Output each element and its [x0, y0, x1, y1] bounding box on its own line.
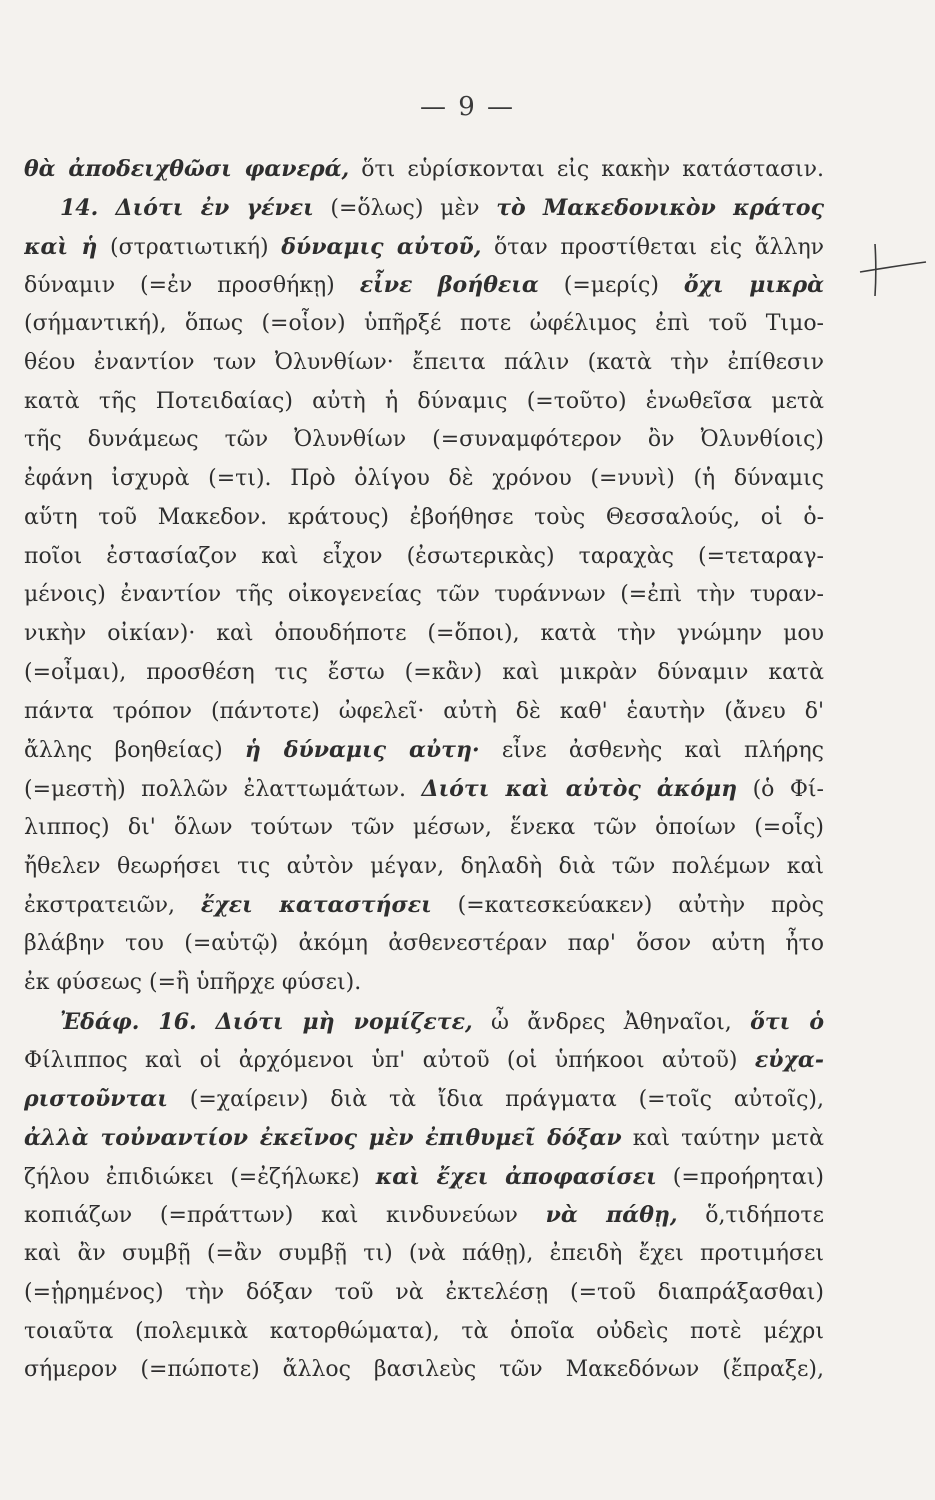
text-line: [24, 576, 824, 615]
emphasized-text: νὰ πάθῃ,: [545, 1202, 678, 1229]
line-text: (=ᾑρημένος) τὴν δόξαν τοῦ νὰ ἐκτελέσῃ (=τοῦ διαπράξασθαι): [24, 1279, 824, 1305]
emphasized-text: ὅτι ὁ: [750, 1008, 824, 1035]
text-line: [24, 731, 824, 770]
text-line: [24, 1041, 824, 1080]
line-text: σήμερον (=πώποτε) ἄλλος βασιλεὺς τῶν Μακεδόνων (ἔπραξε),: [24, 1357, 824, 1383]
text-line: [24, 460, 824, 499]
text-line: [24, 1119, 824, 1158]
line-text: (=προήρηται): [656, 1164, 824, 1190]
line-text: δύναμιν (=ἐν προσθήκῃ): [24, 273, 360, 299]
emphasized-text: Διότι καὶ αὐτὸς ἀκόμη: [421, 776, 738, 802]
line-text: ὅταν προστίθεται εἰς ἄλλην: [481, 234, 824, 260]
text-line: [24, 344, 824, 383]
text-line: [24, 150, 824, 189]
line-text: τοιαῦτα (πολεμικὰ κατορθώματα), τὰ ὁποῖα οὐδεὶς ποτὲ μέχρι: [24, 1318, 824, 1344]
line-text: καὶ ταύτην μετὰ: [621, 1125, 824, 1151]
text-line: [24, 654, 824, 693]
line-text: κατὰ τῆς Ποτειδαίας) αὐτὴ ἡ δύναμις (=τοῦτο) ἑνωθεῖσα μετὰ: [24, 388, 824, 414]
emphasized-text: καὶ ἡ: [24, 233, 98, 260]
text-line: [24, 809, 824, 848]
line-text: (=οἶμαι), προσθέση τις ἔστω (=κἂν) καὶ μικρὰν δύναμιν κατὰ: [24, 659, 824, 685]
margin-cross-mark: [858, 238, 928, 298]
text-line: [24, 693, 824, 732]
text-line: [24, 1351, 824, 1390]
text-line: [24, 538, 824, 577]
line-text: (=χαίρειν) διὰ τὰ ἴδια πράγματα (=τοῖς αὐτοῖς),: [167, 1087, 824, 1112]
line-text: ὦ ἄνδρες Ἀθηναῖοι,: [472, 1009, 751, 1035]
line-text: εἶνε ἀσθενὴς καὶ πλήρης: [479, 738, 824, 764]
line-text: ἐφάνη ἰσχυρὰ (=τι). Πρὸ ὀλίγου δὲ χρόνου (=νυνὶ) (ἡ δύναμις: [24, 466, 824, 491]
text-line: [24, 228, 824, 267]
line-text: (=μερίς): [538, 273, 684, 299]
text-line: [24, 1313, 824, 1352]
emphasized-text: εἶνε βοήθεια: [359, 272, 539, 299]
emphasized-text: καὶ ἔχει ἀποφασίσει: [375, 1163, 657, 1190]
text-line: [24, 770, 824, 809]
emphasized-text: ριστοῦνται: [24, 1086, 168, 1112]
text-line: [24, 421, 824, 460]
text-line: [24, 1274, 824, 1313]
line-text: νικὴν οἰκίαν)· καὶ ὁπουδήποτε (=ὅποι), κατὰ τὴν γνώμην μου: [24, 621, 824, 646]
text-line: [24, 615, 824, 654]
line-text: ζήλου ἐπιδιώκει (=ἐζήλωκε): [24, 1164, 376, 1190]
text-line: [24, 848, 824, 887]
line-text: καὶ ἂν συμβῇ (=ἂν συμβῇ τι) (νὰ πάθῃ), ἐπειδὴ ἔχει προτιμήσει: [24, 1241, 824, 1266]
line-text: (=κατεσκεύακεν) αὐτὴν πρὸς: [431, 893, 824, 919]
line-text: ἐκ φύσεως (=ἢ ὑπῆρχε φύσει).: [24, 969, 362, 995]
line-text: μένοις) ἐναντίον τῆς οἰκογενείας τῶν τυράννων (=ἐπὶ τὴν τυραν-: [24, 582, 824, 608]
text-line: [24, 1158, 824, 1197]
line-text: (ὁ Φί-: [737, 777, 824, 802]
line-text: αὕτη τοῦ Μακεδον. κράτους) ἐβοήθησε τοὺς Θεσσαλούς, οἱ ὁ-: [24, 504, 824, 530]
text-line: [24, 1080, 824, 1119]
line-text: (σήμαντική), ὅπως (=οἷον) ὑπῆρξέ ποτε ὠφέλιμος ἐπὶ τοῦ Τιμο-: [24, 311, 824, 336]
emphasized-text: ἀλλὰ τοὐναντίον ἐκεῖνος μὲν ἐπιθυμεῖ δόξαν: [24, 1124, 622, 1151]
text-line: [24, 1196, 824, 1235]
text-line: [24, 886, 824, 925]
line-text: (στρατιωτική): [97, 234, 282, 260]
emphasized-text: ἡ δύναμις αὐτη·: [244, 737, 480, 764]
emphasized-text: θὰ ἀποδειχθῶσι φανερά,: [24, 156, 350, 182]
line-text: ὅτι εὑρίσκονται εἰς κακὴν κατάστασιν.: [349, 157, 824, 182]
line-text: (=ὅλως) μὲν: [313, 195, 497, 221]
line-text: (=μεστὴ) πολλῶν ἐλαττωμάτων.: [24, 777, 422, 802]
line-text: λιππος) δι' ὅλων τούτων τῶν μέσων, ἕνεκα τῶν ὁποίων (=οἷς): [24, 814, 824, 840]
line-text: θέου ἐναντίον των Ὀλυνθίων· ἔπειτα πάλιν (κατὰ τὴν ἐπίθεσιν: [24, 349, 824, 375]
emphasized-text: τὸ Μακεδονικὸν κράτος: [496, 194, 824, 221]
line-text: Φίλιππος καὶ οἱ ἀρχόμενοι ὑπ' αὐτοῦ (οἱ ὑπήκοοι αὐτοῦ): [24, 1048, 755, 1074]
line-text: κοπιάζων (=πράττων) καὶ κινδυνεύων: [24, 1203, 546, 1229]
line-text: ἐκστρατειῶν,: [24, 893, 201, 919]
line-text: ὅ,τιδήποτε: [677, 1203, 824, 1229]
emphasized-text: ὄχι μικρὰ: [683, 272, 824, 299]
body-text: [24, 150, 824, 1390]
emphasized-text: Ἐδάφ. 16. Διότι μὴ νομίζετε,: [60, 1008, 473, 1035]
emphasized-text: ἔχει καταστήσει: [200, 892, 432, 919]
emphasized-text: δύναμις αὐτοῦ,: [281, 233, 482, 260]
text-line: [24, 964, 824, 1003]
line-text: τῆς δυνάμεως τῶν Ὀλυνθίων (=συναμφότερον ὂν Ὀλυνθίοις): [24, 427, 824, 453]
line-text: ποῖοι ἐστασίαζον καὶ εἶχον (ἐσωτερικὰς) ταραχὰς (=τεταραγ-: [24, 543, 824, 569]
text-line: [24, 925, 824, 964]
emphasized-text: 14. Διότι ἐν γένει: [60, 194, 314, 221]
line-text: βλάβην του (=αὑτῷ) ἀκόμη ἀσθενεστέραν παρ' ὅσον αὐτη ἦτο: [24, 931, 824, 956]
line-text: ἄλλης βοηθείας): [24, 738, 245, 764]
text-line: [24, 266, 824, 305]
text-line: [24, 499, 824, 538]
text-line: [24, 1235, 824, 1274]
line-text: πάντα τρόπον (πάντοτε) ὠφελεῖ· αὐτὴ δὲ καθ' ἑαυτὴν (ἄνευ δ': [24, 698, 824, 724]
text-line: [24, 305, 824, 344]
page-number: — 9 —: [419, 92, 516, 122]
text-line: [24, 189, 824, 228]
text-line: [24, 1003, 824, 1042]
emphasized-text: εὐχα-: [754, 1047, 824, 1074]
line-text: ἤθελεν θεωρήσει τις αὐτὸν μέγαν, δηλαδὴ διὰ τῶν πολέμων καὶ: [24, 853, 824, 879]
text-line: [24, 383, 824, 422]
